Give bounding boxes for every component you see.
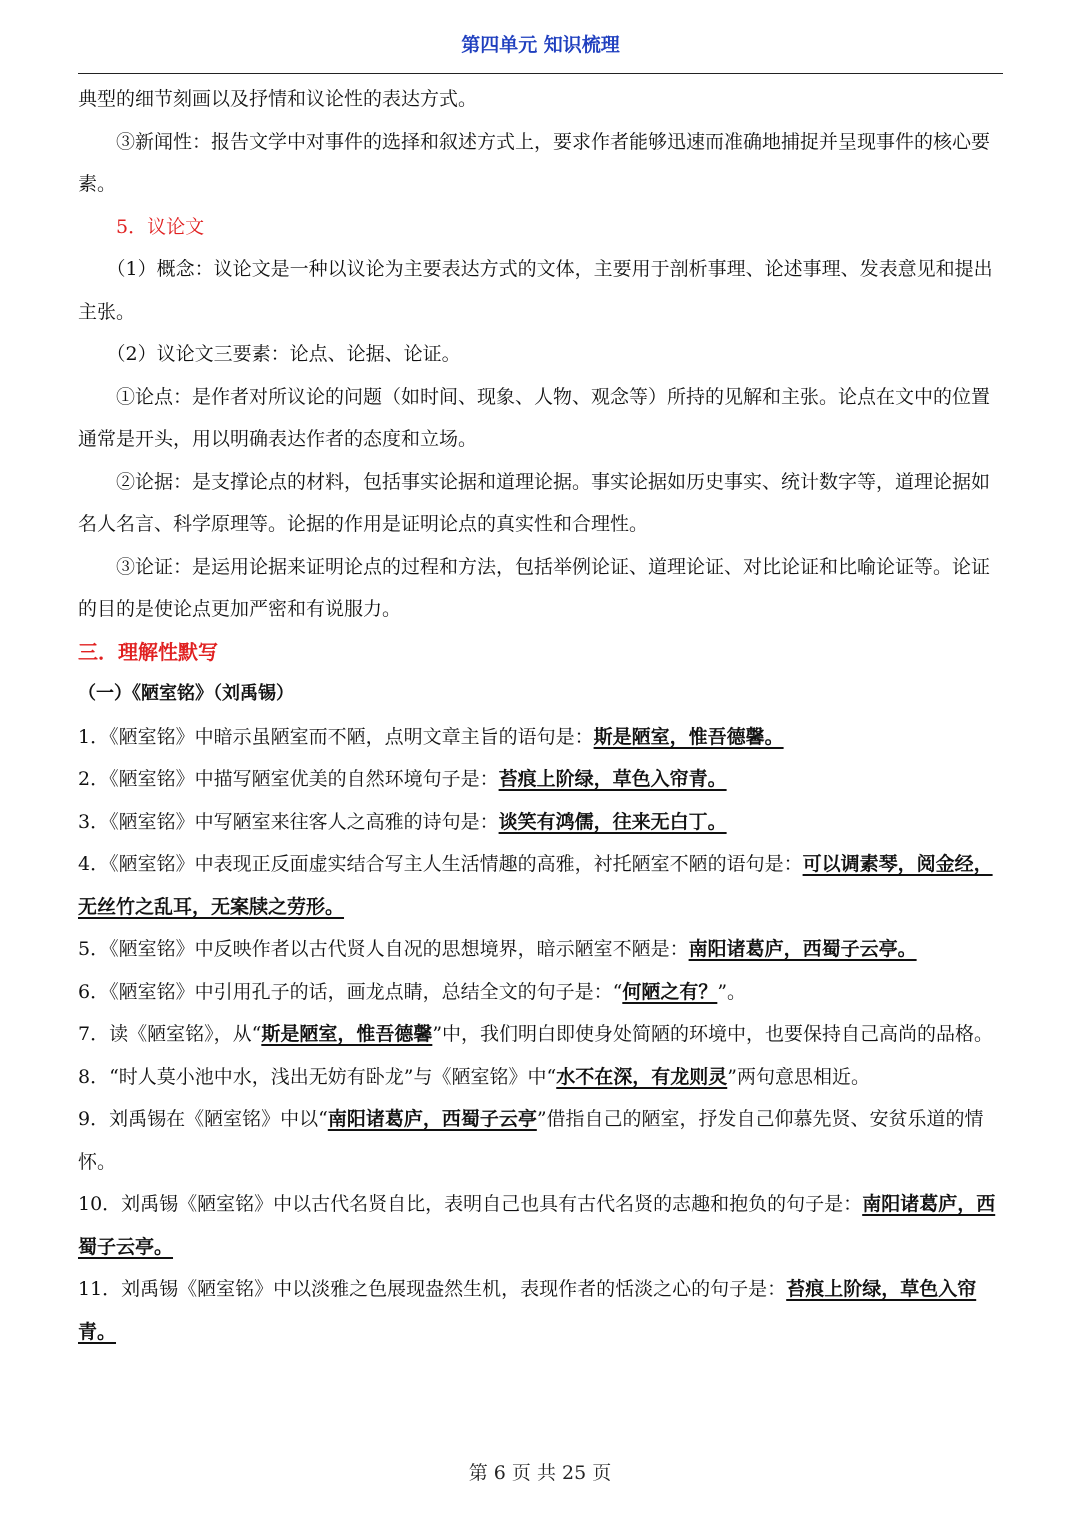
- question-text: 9．刘禹锡在《陋室铭》中以“: [78, 1108, 328, 1130]
- page-header: [78, 28, 1003, 74]
- question-text: 4．《陋室铭》中表现正反面虚实结合写主人生活情趣的高雅，衬托陋室不陋的语句是：: [78, 853, 803, 875]
- question-tail: ”借指自己的陋室，抒发自己仰慕先贤、安贫乐道的情怀。: [78, 1108, 984, 1173]
- section-subtitle: （一）《陋室铭》（刘禹锡）: [78, 683, 294, 704]
- paragraph-thesis: ①论点：是作者对所议论的问题（如时间、现象、人物、观念等）所持的见解和主张。论点在文中的位置通常是开头，用以明确表达作者的态度和立场。: [78, 385, 991, 450]
- question-6: [78, 971, 1003, 1014]
- question-tail: ”两句意思相近。: [727, 1065, 870, 1088]
- question-text: 1．《陋室铭》中暗示虽陋室而不陋，点明文章主旨的语句是：: [78, 725, 594, 748]
- paragraph-argument: ③论证：是运用论据来证明论点的过程和方法，包括举例论证、道理论证、对比论证和比喻论证等。论证的目的是使论点更加严密和有说服力。: [78, 555, 991, 620]
- answer-text: 南阳诸葛庐，西蜀子云亭。: [688, 938, 917, 960]
- question-text: 5．《陋室铭》中反映作者以古代贤人自况的思想境界，暗示陋室不陋是：: [78, 938, 689, 960]
- question-tail: ”。: [717, 980, 747, 1003]
- answer-text: 何陋之有？: [622, 980, 718, 1003]
- heading-argumentative: 5．议论文: [116, 215, 205, 238]
- paragraph-news: ③新闻性：报告文学中对事件的选择和叙述方式上，要求作者能够迅速而准确地捕捉并呈现事件的核心要素。: [78, 130, 991, 195]
- question-text: 10．刘禹锡《陋室铭》中以古代名贤自比，表明自己也具有古代名贤的志趣和抱负的句子是：: [78, 1193, 863, 1215]
- answer-text: 苔痕上阶绿，草色入帘青。: [498, 768, 727, 790]
- answer-text: 可以调素琴，阅金经，无丝竹之乱耳，无案牍之劳形。: [78, 853, 993, 918]
- question-8: [78, 1056, 1003, 1099]
- header-title: 第四单元 知识梳理: [461, 34, 620, 56]
- question-5: [78, 928, 1003, 971]
- question-tail: ”中，我们明白即使身处简陋的环境中，也要保持自己高尚的品格。: [432, 1023, 994, 1045]
- paragraph-concept: （1）概念：议论文是一种以议论为主要表达方式的文体，主要用于剖析事理、论述事理、发表意见和提出主张。: [78, 258, 993, 323]
- section-title: 三．理解性默写: [78, 639, 218, 664]
- question-7: [78, 1013, 1003, 1056]
- answer-text: 斯是陋室，惟吾德馨。: [593, 725, 784, 748]
- answer-text: 水不在深，有龙则灵: [556, 1065, 728, 1088]
- question-text: 11．刘禹锡《陋室铭》中以淡雅之色展现盎然生机，表现作者的恬淡之心的句子是：: [78, 1278, 787, 1300]
- paragraph-continuation: 典型的细节刻画以及抒情和议论性的表达方式。: [78, 88, 478, 110]
- question-3: [78, 801, 1003, 844]
- question-text: 8．“时人莫小池中水，浅出无妨有卧龙”与《陋室铭》中“: [78, 1065, 557, 1088]
- answer-text: 斯是陋室，惟吾德馨: [261, 1023, 433, 1045]
- question-10: [78, 1183, 1003, 1268]
- question-4: [78, 843, 1003, 928]
- question-1: [78, 716, 1003, 759]
- question-9: [78, 1098, 1003, 1183]
- document-body: [78, 78, 1003, 1353]
- page-footer: 第 6 页 共 25 页: [468, 1462, 612, 1484]
- answer-text: 南阳诸葛庐，西蜀子云亭: [327, 1108, 537, 1130]
- answer-text: 南阳诸葛庐，西蜀子云亭。: [78, 1193, 996, 1258]
- question-text: 2．《陋室铭》中描写陋室优美的自然环境句子是：: [78, 768, 499, 790]
- paragraph-evidence: ②论据：是支撑论点的材料，包括事实论据和道理论据。事实论据如历史事实、统计数字等，道理论据如名人名言、科学原理等。论据的作用是证明论点的真实性和合理性。: [78, 470, 991, 535]
- paragraph-three-elements: （2）议论文三要素：论点、论据、论证。: [106, 343, 461, 365]
- question-text: 3．《陋室铭》中写陋室来往客人之高雅的诗句是：: [78, 810, 499, 833]
- answer-text: 谈笑有鸿儒，往来无白丁。: [498, 810, 727, 833]
- question-11: [78, 1268, 1003, 1353]
- answer-text: 苔痕上阶绿，草色入帘青。: [78, 1278, 977, 1343]
- question-text: 7．读《陋室铭》，从“: [78, 1023, 262, 1045]
- question-2: [78, 758, 1003, 801]
- question-text: 6．《陋室铭》中引用孔子的话，画龙点睛，总结全文的句子是：“: [78, 980, 623, 1003]
